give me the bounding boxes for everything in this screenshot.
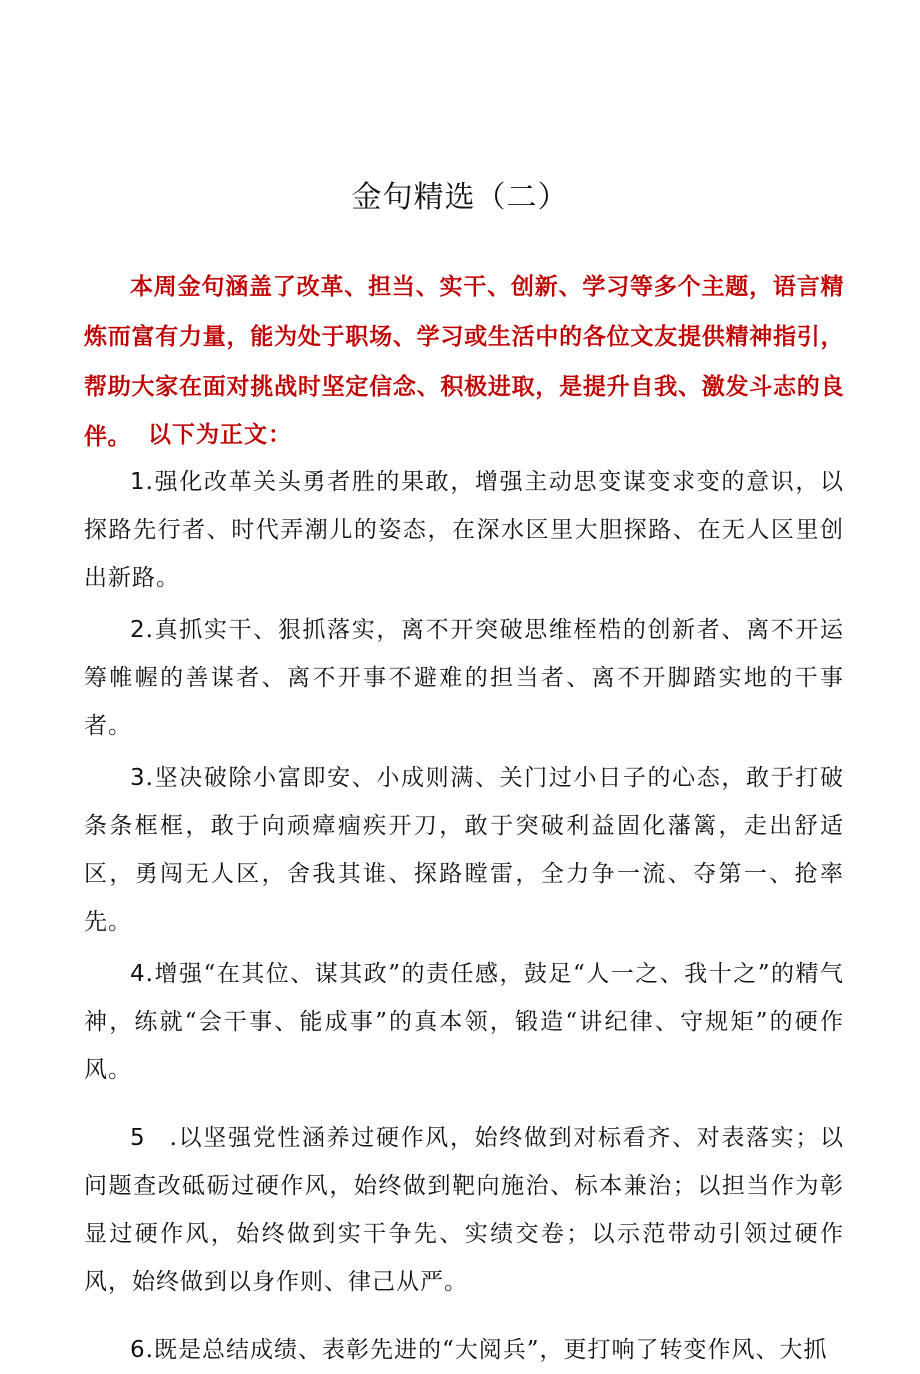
- list-item: [84, 458, 844, 602]
- page-title: 金句精选（二）: [351, 180, 569, 215]
- list-item: [84, 950, 844, 1094]
- item-text: .以坚强党性涵养过硬作风，始终做到对标看齐、对表落实；以问题查改砥砺过硬作风，始终做到靶向施治、标本兼治；以担当作为彰显过硬作风，始终做到实干争先、实绩交卷；以示范带动引领过硬作风，始终做到以身作则、律己从严。: [84, 1125, 844, 1295]
- list-item: [84, 1326, 844, 1374]
- item-number: 2: [130, 617, 146, 643]
- list-item: [84, 754, 844, 946]
- item-number: 4: [130, 961, 146, 987]
- item-number: 6: [130, 1337, 146, 1363]
- item-text: .增强“在其位、谋其政”的责任感，鼓足“人一之、我十之”的精气神，练就“会干事、能成事”的真本领，锻造“讲纪律、守规矩”的硬作风。: [84, 961, 844, 1083]
- item-number: 3: [130, 765, 146, 791]
- lead-text: 以下为正文：: [148, 421, 292, 448]
- item-number: 1: [130, 469, 146, 495]
- intro-paragraph: 本周金句涵盖了改革、担当、实干、创新、学习等多个主题，语言精炼而富有力量，能为处于职场、学习或生活中的各位文友提供精神指引，帮助大家在面对挑战时坚定信念、积极进取，是提升自我、激发斗志的良伴。: [84, 273, 844, 450]
- list-item: [84, 606, 844, 750]
- item-number: 5: [130, 1125, 146, 1151]
- item-text: .既是总结成绩、表彰先进的“大阅兵”，更打响了转变作风、大抓: [145, 1337, 828, 1363]
- item-text: .坚决破除小富即安、小成则满、关门过小日子的心态，敢于打破条条框框，敢于向顽瘴痼疾开刀，敢于突破利益固化藩篱，走出舒适区，勇闯无人区，舍我其谁、探路瞠雷，全力争一流、夺第一、抢率先。: [84, 765, 844, 935]
- body-text: [84, 458, 844, 1374]
- list-item: [84, 1114, 844, 1306]
- item-text: .真抓实干、狠抓落实，离不开突破思维桎梏的创新者、离不开运筹帷幄的善谋者、离不开事不避难的担当者、离不开脚踏实地的干事者。: [84, 617, 844, 739]
- item-text: .强化改革关头勇者胜的果敢，增强主动思变谋变求变的意识，以探路先行者、时代弄潮儿的姿态，在深水区里大胆探路、在无人区里创出新路。: [84, 469, 844, 591]
